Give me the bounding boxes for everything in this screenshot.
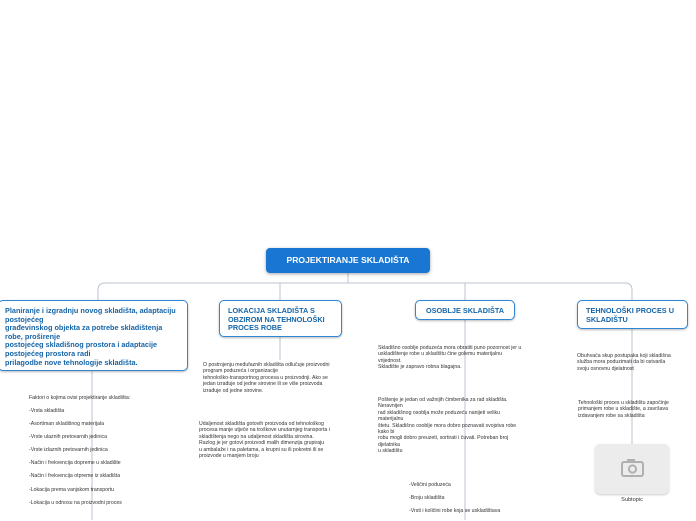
subtopic-label[interactable]: Subtopic	[621, 497, 643, 503]
subtopic-lokacija-text-2[interactable]: Udaljenost skladišta gotovih proizvoda od tehnološkog procesa manje utječe na troškove unutarnjeg transporta i skladištenja nego na udaljenost skladišta sirovina. Razlog je jer gotovi proizvodi malih dimenzija grupiraju u ambalaže i na paletama, a krupni su ili pokretni ili se proizvode u manjem broju	[199, 421, 330, 460]
connector-horizontal-bus	[98, 283, 632, 290]
subtopic-lokacija-text-1[interactable]: O postrojenju međufaznih skladišta odlučuje proizvodni program poduzeća i organizacije tehnološko-transportnog procesa u proizvodnji. Ako se jedan izrađuje od jedne sirovine ili se više proizvoda izrađuje od jedne sirovine.	[203, 362, 330, 394]
subtopic-osoblje-text-2[interactable]: Poštenje je jedan od važnijih čimbenika za rad skladišta. Neravnijen rad skladišnog osoblja može poduzeću nanijeti veliku materijalnu štetu. Skladišno osoblje mora dobro poznavati svojstva robe kako bi robu mogli dobro preuzeti, sortirati i čuvati. Potreban broj djelatnika u skladištu	[378, 397, 517, 455]
central-topic[interactable]: PROJEKTIRANJE SKLADIŠTA	[266, 248, 430, 273]
list-item[interactable]: -Vrste ulaznih pretovarnih jedinica	[29, 434, 107, 441]
topic-osoblje-skladista[interactable]: OSOBLJE SKLADIŠTA	[415, 300, 515, 320]
subtopic-tehnoloski-text-1[interactable]: Obuhvaća skup postupaka koji skladišna služba mora poduzimati da bi ostvarila svoju osnovnu djelatnost	[577, 353, 671, 372]
list-item[interactable]: -Lokacija prema vanjskom transportu	[29, 486, 115, 493]
topic-tehnoloski-proces[interactable]: TEHNOLOŠKI PROCES U SKLADIŠTU	[577, 300, 688, 329]
list-item[interactable]: -Vrsti i količini robe koja se uskladištava	[409, 508, 501, 515]
list-item[interactable]: -Način i frekvencija dopreme u skladište	[29, 460, 121, 467]
osoblje-list	[409, 482, 500, 521]
subtopic-faktori[interactable]: Faktori o kojima ovisi projektiranje skladišta:	[29, 395, 131, 401]
topic-lokacija-skladista[interactable]: LOKACIJA SKLADIŠTA S OBZIROM NA TEHNOLOŠKI PROCES ROBE	[219, 300, 342, 337]
camera-icon	[595, 444, 669, 494]
list-item[interactable]: -Broju skladišta	[409, 495, 445, 502]
list-item[interactable]: -Asortiman skladišnog materijala	[29, 421, 104, 428]
list-item[interactable]: -Lokacija u odnosu na proizvodni proces	[29, 499, 122, 506]
list-item[interactable]: -Vrste izlaznih pretovarnih jedinica	[29, 447, 108, 454]
list-item[interactable]: -Vrsta skladišta	[29, 408, 65, 414]
subtopic-osoblje-text-1[interactable]: Skladišno osoblje poduzeća mora obratiti puno pozornost jer u uskladištenje robe u skladištu čine golemu materijalnu vrijednost. Skladište je zapravo robna blagajna.	[378, 345, 522, 371]
list-item[interactable]: -Veličini poduzeća	[409, 482, 451, 488]
list-item[interactable]: -Način i frekvencija otpreme iz skladišta	[29, 473, 121, 480]
topic-planiranje[interactable]: Planiranje i izgradnju novog skladišta, adaptaciju postojećeg građevinskog objekta za potrebe skladištenja robe, proširenje postojećeg skladišnog prostora i adaptacije postojećeg prostora radi prilagodbe nove tehnologije skladišta.	[0, 300, 188, 371]
subtopic-tehnoloski-text-2[interactable]: Tehnološki proces u skladištu započinje primanjem robe u skladište, a završava izdavanjem robe sa skladišta	[578, 400, 669, 419]
faktori-list	[29, 408, 122, 513]
subtopic-image-placeholder[interactable]	[595, 444, 669, 494]
